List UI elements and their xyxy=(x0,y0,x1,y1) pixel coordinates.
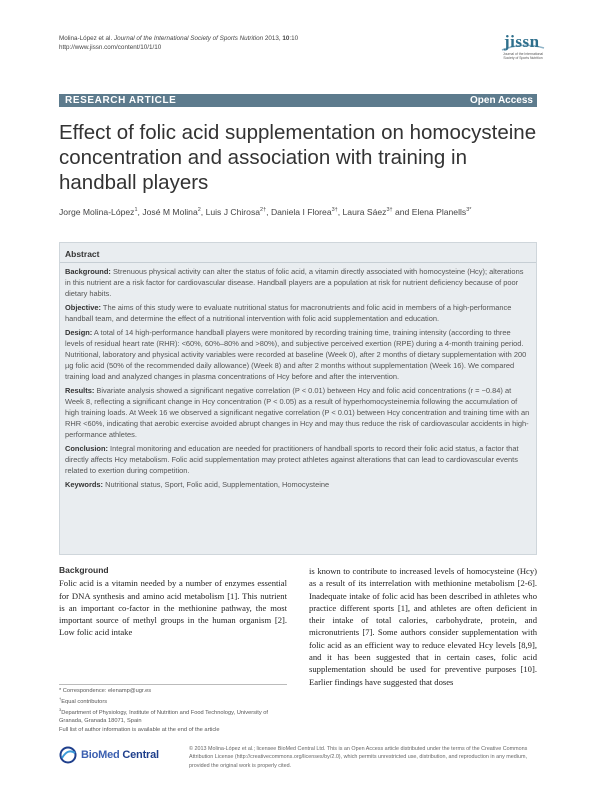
abstract-section-label: Background: xyxy=(65,267,111,276)
biomed-central-logo xyxy=(59,746,169,766)
equal-contrib-mark: † xyxy=(59,696,62,702)
footnote-divider xyxy=(59,684,287,685)
abstract-divider xyxy=(60,262,536,263)
author-affiliation-mark: 3† xyxy=(331,207,338,214)
author-name: Elena Planells xyxy=(411,207,467,217)
logo-subtitle: Journal of the International Society of Sports Nutrition xyxy=(502,52,544,60)
abstract-section-text: The aims of this study were to evaluate nutritional status for macronutrients and folic acid in members of a high-performance handball team, and determine the effect of a nutritional intervention with folic acid supplementation and education. xyxy=(65,303,512,324)
affiliation-mark: 3 xyxy=(59,707,62,713)
citation-page: :10 xyxy=(289,35,299,42)
author-name: Laura Sáez xyxy=(342,207,387,217)
citation-volume: 10 xyxy=(282,35,290,42)
footnotes xyxy=(59,687,287,734)
author-list: Jorge Molina-López$^1$, José M Molina$^2$, Luis J Chirosa$^{2\dagger}$, Daniela I Florea$^{3\dagger}$, Laura Sáez$^{3\dagger}$ and Elena Planells$^{3*}$ xyxy=(59,207,472,217)
body-text-right: is known to contribute to increased levels of homocysteine (Hcy) as a result of its interrelation with methionine metabolism [2-6]. Inadequate intake of folic acid has been described in athletes who practice different sports [1], and athletes are often deficient in their intake of total calories, carbohydrate, protein, and micronutrients [7]. Some authors consider supplementation with folic acid as an efficient way to reduce elevated Hcy levels [8,9], and it has been suggested that in certain cases, folic acid supplementation should be used for preventive purposes [10]. Earlier findings have suggested that doses xyxy=(309,566,537,687)
abstract-section-label: Results: xyxy=(65,386,95,396)
article-url[interactable]: http://www.jissn.com/content/10/1/10 xyxy=(59,44,162,51)
abstract-section-label: Keywords: xyxy=(65,480,104,490)
abstract-section-text: Nutritional status, Sport, Folic acid, Supplementation, Homocysteine xyxy=(103,480,330,490)
abstract-section xyxy=(65,327,531,382)
author-name: Luis J Chirosa xyxy=(205,207,261,217)
author-affiliation-mark: 2† xyxy=(260,207,267,214)
citation-year: 2013, xyxy=(263,35,283,42)
section-heading-background: Background xyxy=(59,565,109,575)
research-article-label: RESEARCH ARTICLE xyxy=(65,95,177,106)
article-title: Effect of folic acid supplementation on homocysteine concentration and association with training in handball players xyxy=(59,121,537,194)
abstract-section-text: A total of 14 high-performance handball players were monitored by recording training time, training intensity (according to three levels of residual heart rate (RHR): <60%, 60%–80% and >80%), and subjective perceived exertion (RPE) during a 4-month training period. Nutritional, laboratory and physical activity variables were recorded at baseline (Week 0), after 2 months of dietary supplementation with 200 µg folic acid (50% of the recommended daily allowance) (Week 8) and after 2 months without supplementation (Week 16). We compared training load and analyzed changes in plasma concentrations of Hcy before and after the intervention. xyxy=(65,328,527,382)
full-list-note: Full list of author information is available at the end of the article xyxy=(59,726,220,733)
journal-name: Journal of the International Society of Sports Nutrition xyxy=(113,35,264,42)
body-column-left xyxy=(59,564,287,639)
logo-word: jissn xyxy=(504,32,540,51)
affiliation-note: $^3$Department of Physiology, Institute of Nutrition and Food Technology, University of Granada, Granada 18071, Spain xyxy=(59,707,268,725)
jissn-logo xyxy=(498,30,546,76)
biomed-central-wordmark: BioMed Central xyxy=(81,749,159,761)
abstract-section-text: Integral monitoring and education are needed for practitioners of handball sports to record their folic acid status, a factor that directly affects Hcy metabolism. Folic acid supplementation may protect athletes against alterations that can lead to cardiovascular events related to exertion during competition. xyxy=(65,444,519,476)
author-affiliation-mark: 3† xyxy=(386,207,393,214)
abstract-section xyxy=(65,266,531,299)
author-affiliation-mark: 1 xyxy=(134,207,138,214)
abstract-body xyxy=(65,266,531,494)
biomed-central-swirl-icon xyxy=(59,746,79,764)
abstract-box xyxy=(59,242,537,555)
abstract-section-label: Conclusion: xyxy=(65,444,108,454)
abstract-section xyxy=(65,443,531,476)
author-name: Daniela I Florea xyxy=(270,207,332,217)
abstract-section xyxy=(65,385,531,440)
correspondence-note: * Correspondence: elenamp@ugr.es xyxy=(59,688,152,694)
citation-header xyxy=(59,34,298,52)
abstract-section-text: Strenuous physical activity can alter the status of folic acid, a vitamin directly associated with homocysteine (Hcy); alterations in this nutrient are a risk factor for cardiovascular disease. Handball players are a population at risk for nutrient deficiency because of poor dietary habits. xyxy=(65,267,524,298)
author-affiliation-mark: 2 xyxy=(197,207,201,214)
abstract-section-label: Objective: xyxy=(65,303,101,313)
body-text-left: Folic acid is a vitamin needed by a number of enzymes essential for DNA synthesis and amino acid metabolism [1]. This nutrient is an important co-factor in the methionine pathway, the most important source of methyl groups in the human organism [2]. Low folic acid intake xyxy=(59,578,287,638)
abstract-heading: Abstract xyxy=(65,249,100,259)
body-column-right xyxy=(309,565,537,688)
citation-authors: Molina-López et al. xyxy=(59,35,113,42)
article-type-band xyxy=(59,94,537,107)
abstract-section-text: Bivariate analysis showed a significant negative correlation (P < 0.01) between Hcy and folic acid concentrations (r = −0.84) at Week 8, reflecting a significant change in Hcy concentration (P < 0.05) as a result of hyperhomocysteinemia following the accumulation of high training loads. At Week 16 we observed a significant negative correlation (P < 0.01) between Hcy concentration and training time with an RHR <60%, indicating that aerobic exercise avoided abrupt changes in Hcy and may thus reduce the risk of cardiovascular accidents in high-performance athletes. xyxy=(65,386,530,440)
copyright-notice: © 2013 Molina-López et al.; licensee BioMed Central Ltd. This is an Open Access article distributed under the terms of the Creative Commons Attribution License (http://creativecommons.org/licenses/by/2.0), which permits unrestricted use, distribution, and reproduction in any medium, provided the original work is properly cited. xyxy=(189,746,528,769)
abstract-section xyxy=(65,302,531,324)
author-affiliation-mark: 3* xyxy=(466,207,472,214)
equal-contrib-note: †Equal contributors xyxy=(59,696,108,706)
abstract-section-label: Design: xyxy=(65,328,93,338)
abstract-section xyxy=(65,479,531,490)
open-access-label: Open Access xyxy=(470,95,533,106)
author-name: José M Molina xyxy=(142,207,198,217)
author-name: Jorge Molina-López xyxy=(59,207,135,217)
